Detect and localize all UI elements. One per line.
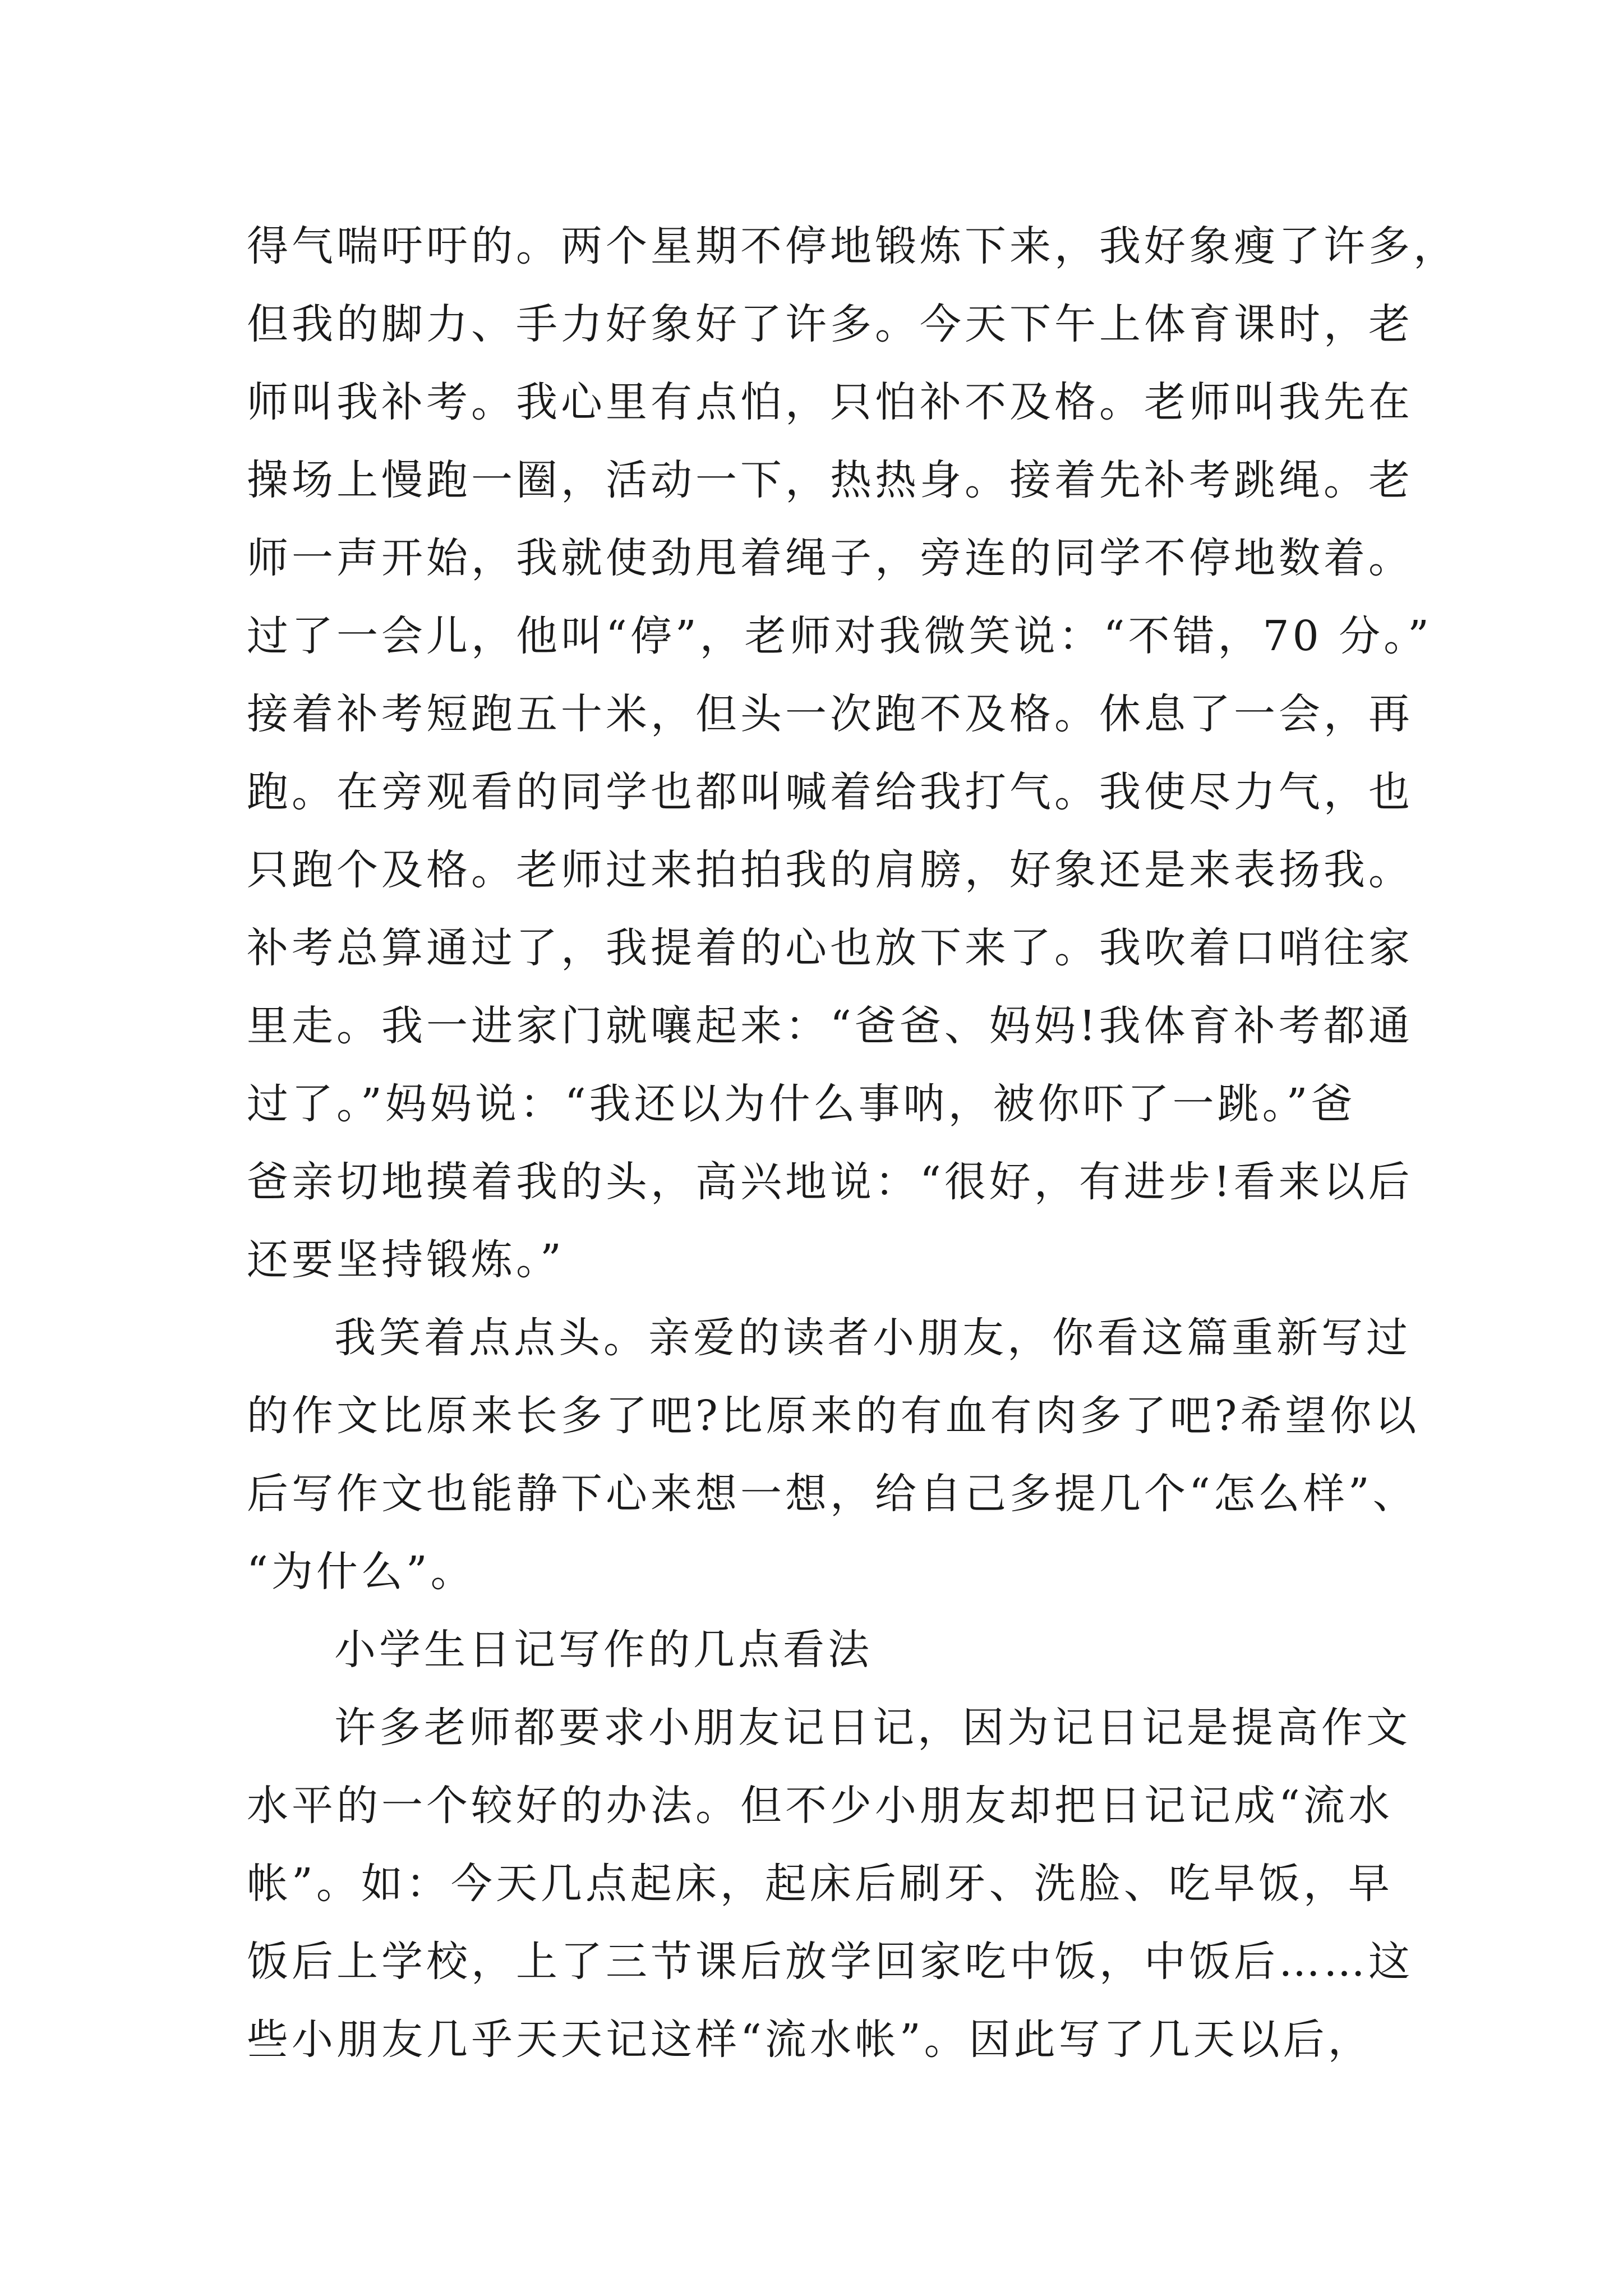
text-line: 但我的脚力、手力好象好了许多。今天下午上体育课时，老 [247, 300, 1413, 348]
text-line: 得气喘吁吁的。两个星期不停地锻炼下来，我好象瘦了许多， [247, 222, 1458, 270]
text-line: 接着补考短跑五十米，但头一次跑不及格。休息了一会，再 [247, 690, 1413, 738]
paragraph-start-line: 许多老师都要求小朋友记日记，因为记日记是提高作文 [334, 1704, 1411, 1752]
text-line: “为什么”。 [247, 1548, 476, 1596]
text-line: 后写作文也能静下心来想一想，给自己多提几个“怎么样”、 [247, 1470, 1418, 1518]
text-line: 饭后上学校，上了三节课后放学回家吃中饭，中饭后……这 [247, 1938, 1413, 1986]
text-line: 操场上慢跑一圈，活动一下，热热身。接着先补考跳绳。老 [247, 456, 1413, 504]
text-line: 帐”。如：今天几点起床，起床后刷牙、洗脸、吃早饭，早 [247, 1860, 1393, 1908]
text-line: 爸亲切地摸着我的头，高兴地说：“很好，有进步!看来以后 [247, 1158, 1413, 1206]
text-line: 过了。”妈妈说：“我还以为什么事呐，被你吓了一跳。”爸 [247, 1080, 1356, 1128]
text-line: 补考总算通过了，我提着的心也放下来了。我吹着口哨往家 [247, 924, 1413, 972]
text-line: 师叫我补考。我心里有点怕，只怕补不及格。老师叫我先在 [247, 378, 1413, 426]
text-line: 水平的一个较好的办法。但不少小朋友却把日记记成“流水 [247, 1782, 1393, 1830]
text-line: 还要坚持锻炼。” [247, 1236, 565, 1284]
text-line: 师一声开始，我就使劲甩着绳子，旁连的同学不停地数着。 [247, 534, 1413, 582]
text-line: 的作文比原来长多了吧?比原来的有血有肉多了吧?希望你以 [247, 1392, 1420, 1440]
text-line: 些小朋友几乎天天记这样“流水帐”。因此写了几天以后， [247, 2016, 1373, 2064]
text-line: 过了一会儿，他叫“停”，老师对我微笑说：“不错，70 分。” [247, 612, 1433, 660]
text-line: 跑。在旁观看的同学也都叫喊着给我打气。我使尽力气，也 [247, 768, 1413, 816]
text-line: 里走。我一进家门就嚷起来：“爸爸、妈妈!我体育补考都通 [247, 1002, 1413, 1050]
body-text [247, 208, 1458, 2079]
paragraph-start-line: 我笑着点点头。亲爱的读者小朋友，你看这篇重新写过 [334, 1314, 1411, 1362]
text-line: 只跑个及格。老师过来拍拍我的肩膀，好象还是来表扬我。 [247, 846, 1413, 894]
section-heading: 小学生日记写作的几点看法 [334, 1626, 873, 1674]
